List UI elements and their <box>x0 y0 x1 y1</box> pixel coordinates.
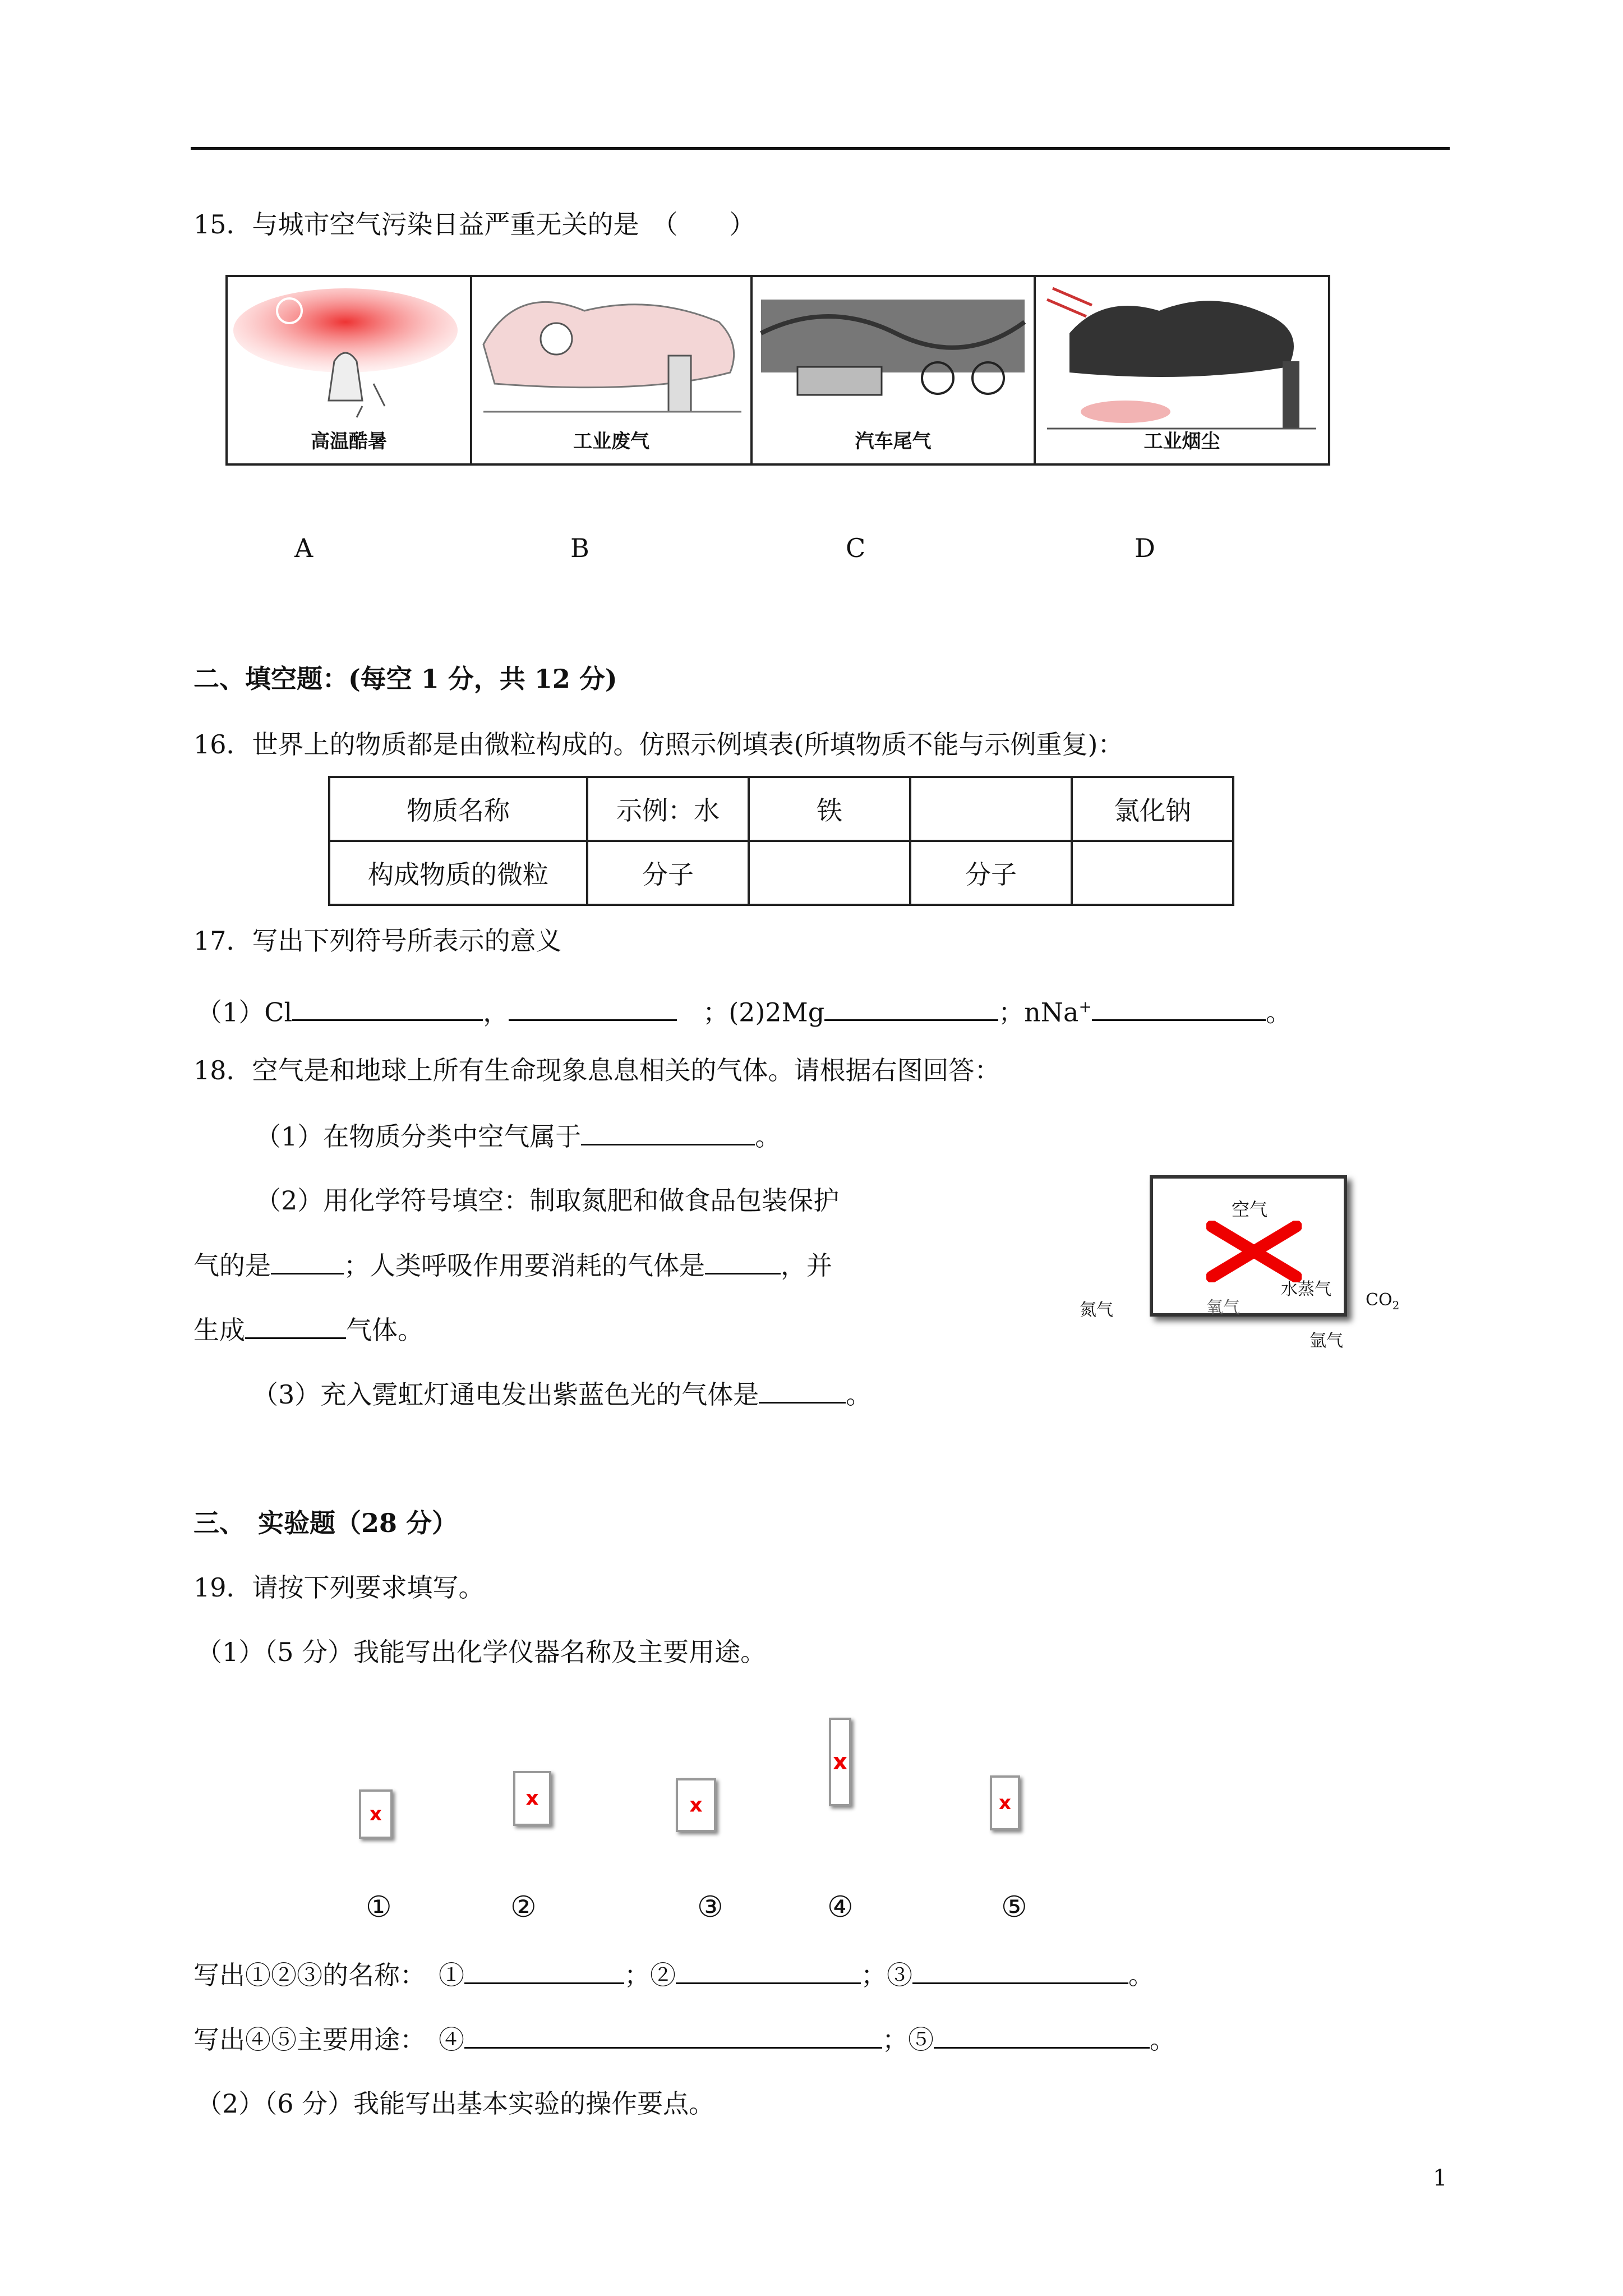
option-c: C <box>846 533 866 563</box>
q18-text: （3）充入霓虹灯通电发出紫蓝色光的气体是 <box>252 1379 759 1410</box>
table-cell[interactable] <box>910 777 1072 841</box>
co2-subscript: 2 <box>1392 1299 1400 1312</box>
header-rule <box>191 147 1450 150</box>
table-cell: 分子 <box>910 841 1072 905</box>
air-label: 空气 <box>1232 1199 1268 1220</box>
q18-text: 气体。 <box>346 1315 423 1345</box>
names-label: 写出①②③的名称： <box>193 1960 413 1990</box>
q18-text: 。 <box>846 1379 872 1410</box>
picture-heat <box>228 277 472 463</box>
page-number: 1 <box>1433 2165 1447 2191</box>
answer-blank[interactable] <box>245 1313 346 1339</box>
pollution-pictures <box>225 275 1330 466</box>
table-cell: 分子 <box>587 841 749 905</box>
table-cell[interactable] <box>749 841 910 905</box>
q19-text: ；② <box>624 1960 676 1990</box>
q18-text: 生成 <box>193 1315 245 1345</box>
picture-industrial-gas <box>472 277 753 463</box>
section-3-title: 三、 实验题（28 分） <box>193 1508 458 1538</box>
q19-text: ；③ <box>861 1960 912 1990</box>
question-17-line <box>196 990 1292 1029</box>
air-figure-box <box>1150 1175 1347 1317</box>
q17-end: 。 <box>1265 997 1292 1028</box>
q19-text: 。 <box>1128 1960 1154 1990</box>
q17-comma: ， <box>483 997 509 1028</box>
option-d: D <box>1135 533 1155 563</box>
q17-part2: ；(2)2Mg <box>703 997 825 1028</box>
nitrogen-label: 氮气 <box>1080 1300 1113 1320</box>
table-cell: 铁 <box>749 777 910 841</box>
particle-table <box>328 776 1234 906</box>
uses-line <box>193 2022 1175 2056</box>
q19-text: ；⑤ <box>882 2024 934 2055</box>
picture-industrial-dust <box>1036 277 1328 463</box>
instrument-3-image: x <box>676 1778 716 1832</box>
instrument-1-image: x <box>359 1789 393 1839</box>
q18-sub2-line1: （2）用化学符号填空：制取氮肥和做食品包装保护 <box>255 1185 840 1216</box>
answer-blank[interactable] <box>934 2022 1150 2049</box>
table-cell: 构成物质的微粒 <box>329 841 587 905</box>
table-cell: 物质名称 <box>329 777 587 841</box>
caption-a: 高温酷暑 <box>311 430 387 453</box>
argon-label: 氩气 <box>1310 1331 1343 1351</box>
answer-blank[interactable] <box>464 1958 624 1984</box>
question-15: 15．与城市空气污染日益严重无关的是 （ ） <box>193 209 755 240</box>
table-cell[interactable] <box>1072 841 1233 905</box>
number-5: ⑤ <box>1001 1890 1027 1924</box>
table-cell: 氯化钠 <box>1072 777 1233 841</box>
table-row <box>329 841 1233 905</box>
caption-c: 汽车尾气 <box>855 430 932 453</box>
table-row <box>329 777 1233 841</box>
q18-sub2-line2 <box>193 1248 832 1282</box>
answer-blank[interactable] <box>705 1248 781 1274</box>
question-18: 18．空气是和地球上所有生命现象息息相关的气体。请根据右图回答： <box>193 1055 1000 1085</box>
q18-text: 气的是 <box>193 1250 271 1281</box>
co2-label <box>1366 1290 1399 1312</box>
answer-blank[interactable] <box>676 1958 861 1984</box>
answer-blank[interactable] <box>464 2022 882 2049</box>
broken-image-icon <box>1206 1221 1302 1282</box>
q17-part3: ；nNa <box>998 997 1079 1028</box>
option-b: B <box>570 533 589 563</box>
q18-sub1 <box>255 1119 781 1153</box>
uses-label: 写出④⑤主要用途： <box>193 2024 413 2055</box>
instrument-4-image: x <box>829 1718 851 1806</box>
answer-blank[interactable] <box>759 1377 846 1404</box>
q19-text: 。 <box>1150 2024 1175 2055</box>
caption-b: 工业废气 <box>573 430 649 453</box>
picture-car-exhaust <box>753 277 1036 463</box>
q18-text: ；人类呼吸作用要消耗的气体是 <box>344 1250 705 1281</box>
q17-part1: （1）Cl <box>196 997 293 1028</box>
q19-text: ④ <box>439 2024 464 2055</box>
oxygen-label: 氧气 <box>1206 1298 1240 1318</box>
q18-sub1-text: （1）在物质分类中空气属于 <box>255 1121 582 1152</box>
q17-superscript: + <box>1078 997 1092 1016</box>
co2-text: CO <box>1366 1290 1393 1310</box>
instrument-5-image: x <box>990 1775 1020 1830</box>
answer-blank[interactable] <box>1092 995 1266 1021</box>
q18-sub1-end: 。 <box>755 1121 781 1152</box>
option-a: A <box>294 533 313 563</box>
q19-part1: （1）（5 分）我能写出化学仪器名称及主要用途。 <box>196 1637 767 1667</box>
answer-blank[interactable] <box>824 995 998 1021</box>
question-19: 19．请按下列要求填写。 <box>193 1572 485 1603</box>
q18-sub2-line3 <box>193 1313 423 1347</box>
number-4: ④ <box>827 1890 854 1924</box>
q19-text: ① <box>439 1960 464 1990</box>
number-1: ① <box>366 1890 392 1924</box>
q18-sub3 <box>252 1377 872 1411</box>
answer-blank[interactable] <box>271 1248 344 1274</box>
question-17: 17．写出下列符号所表示的意义 <box>193 926 562 956</box>
table-cell: 示例：水 <box>587 777 749 841</box>
water-vapor-label: 水蒸气 <box>1281 1280 1331 1299</box>
answer-blank[interactable] <box>581 1119 755 1145</box>
number-2: ② <box>510 1890 537 1924</box>
names-line <box>193 1958 1154 1992</box>
caption-d: 工业烟尘 <box>1144 430 1220 453</box>
answer-blank[interactable] <box>509 995 677 1021</box>
answer-blank[interactable] <box>912 1958 1128 1984</box>
answer-blank[interactable] <box>292 995 483 1021</box>
q18-text: ，并 <box>781 1250 832 1281</box>
number-3: ③ <box>697 1890 723 1924</box>
question-16: 16．世界上的物质都是由微粒构成的。仿照示例填表(所填物质不能与示例重复)： <box>193 729 1124 760</box>
q19-part2: （2）（6 分）我能写出基本实验的操作要点。 <box>196 2088 715 2119</box>
instrument-2-image: x <box>513 1771 551 1826</box>
section-2-title: 二、填空题：(每空 1 分，共 12 分) <box>193 664 617 694</box>
